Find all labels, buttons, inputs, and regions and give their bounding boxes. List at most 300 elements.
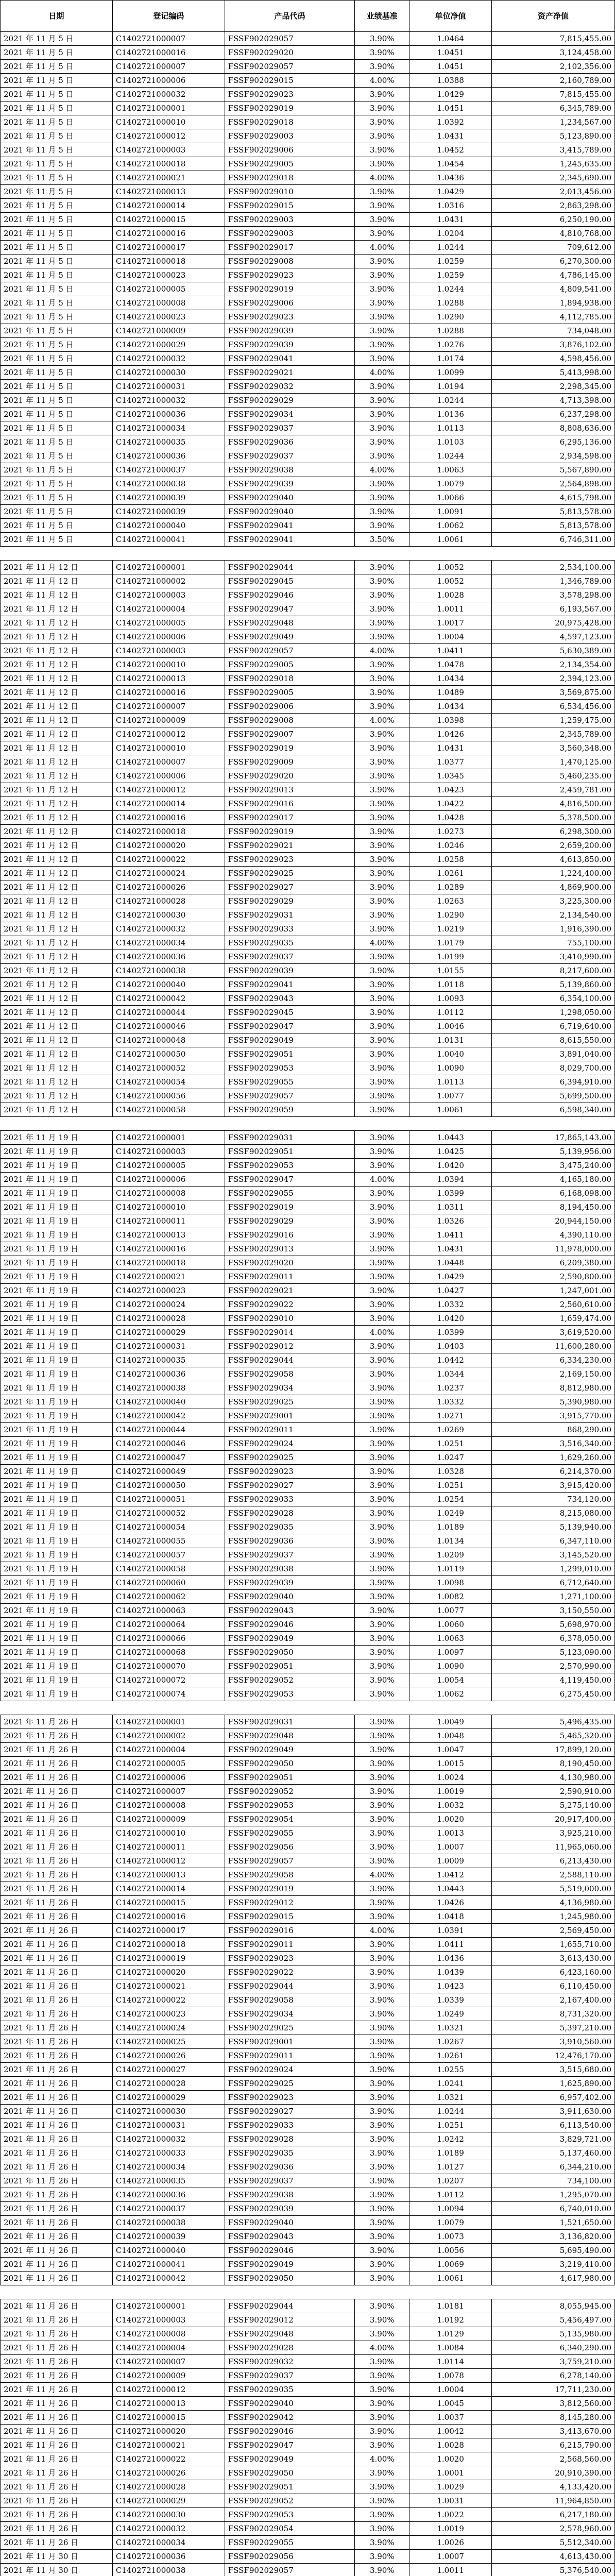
cell-date: 2021 年 11 月 5 日 [1, 129, 113, 143]
cell-assets: 3,569,875.00 [491, 686, 614, 700]
cell-nav: 1.0090 [409, 1659, 491, 1673]
cell-reg-code: C1402721000038 [112, 2216, 225, 2230]
cell-reg-code: C1402721000015 [112, 2411, 225, 2425]
cell-rate: 3.90% [355, 115, 409, 129]
cell-reg-code: C1402721000016 [112, 227, 225, 241]
cell-assets: 734,048.00 [491, 324, 614, 338]
cell-date: 2021 年 11 月 26 日 [1, 2077, 113, 2091]
cell-rate: 3.90% [355, 797, 409, 811]
cell-product-code: FSSF902029045 [225, 574, 354, 588]
cell-nav: 1.0079 [409, 2216, 491, 2230]
cell-product-code: FSSF902029049 [225, 2452, 354, 2466]
cell-nav: 1.0063 [409, 463, 491, 477]
cell-assets: 5,698,970.00 [491, 1618, 614, 1632]
cell-reg-code: C1402721000052 [112, 1506, 225, 1520]
cell-reg-code: C1402721000024 [112, 2021, 225, 2035]
cell-reg-code: C1402721000007 [112, 2355, 225, 2369]
cell-nav: 1.0049 [409, 1715, 491, 1729]
table-row [1, 2077, 615, 2091]
cell-product-code: FSSF902029006 [225, 296, 354, 310]
cell-nav: 1.0090 [409, 1061, 491, 1075]
cell-date: 2021 年 11 月 26 日 [1, 2383, 113, 2397]
cell-product-code: FSSF902029037 [225, 950, 354, 964]
cell-assets: 2,167,400.00 [491, 1993, 614, 2007]
table-row [1, 1409, 615, 1423]
table-row [1, 519, 615, 533]
cell-product-code: FSSF902029045 [225, 1006, 354, 1020]
cell-rate: 3.90% [355, 2202, 409, 2216]
cell-assets: 6,250,190.00 [491, 213, 614, 227]
cell-product-code: FSSF902029049 [225, 630, 354, 644]
cell-date: 2021 年 11 月 5 日 [1, 449, 113, 463]
cell-reg-code: C1402721000030 [112, 366, 225, 380]
cell-assets: 6,598,340.00 [491, 1103, 614, 1117]
cell-product-code: FSSF902029050 [225, 1757, 354, 1771]
cell-reg-code: C1402721000024 [112, 1298, 225, 1312]
cell-product-code: FSSF902029036 [225, 1534, 354, 1548]
cell-product-code: FSSF902029038 [225, 463, 354, 477]
cell-nav: 1.0031 [409, 2494, 491, 2508]
table-row [1, 2313, 615, 2327]
cell-assets: 20,917,400.00 [491, 1812, 614, 1826]
cell-product-code: FSSF902029031 [225, 1715, 354, 1729]
cell-nav: 1.0332 [409, 1298, 491, 1312]
cell-nav: 1.0079 [409, 477, 491, 491]
cell-product-code: FSSF902029046 [225, 1618, 354, 1632]
table-row [1, 1952, 615, 1965]
cell-assets: 6,354,100.00 [491, 992, 614, 1006]
cell-product-code: FSSF902029051 [225, 1659, 354, 1673]
cell-reg-code: C1402721000038 [112, 2564, 225, 2576]
table-row [1, 908, 615, 922]
cell-assets: 4,713,398.00 [491, 394, 614, 408]
cell-rate: 3.90% [355, 1256, 409, 1270]
cell-product-code: FSSF902029023 [225, 853, 354, 867]
cell-date: 2021 年 11 月 26 日 [1, 2355, 113, 2369]
cell-date: 2021 年 11 月 5 日 [1, 519, 113, 533]
cell-reg-code: C1402721000026 [112, 880, 225, 894]
cell-nav: 1.0155 [409, 964, 491, 978]
cell-rate: 3.90% [355, 2021, 409, 2035]
cell-rate: 3.90% [355, 2411, 409, 2425]
cell-rate: 3.90% [355, 922, 409, 936]
cell-assets: 2,934,598.00 [491, 449, 614, 463]
cell-product-code: FSSF902029031 [225, 908, 354, 922]
cell-product-code: FSSF902029029 [225, 894, 354, 908]
cell-reg-code: C1402721000014 [112, 797, 225, 811]
table-row [1, 2564, 615, 2576]
cell-date: 2021 年 11 月 26 日 [1, 2299, 113, 2313]
cell-date: 2021 年 11 月 26 日 [1, 2341, 113, 2355]
cell-rate: 3.90% [355, 1743, 409, 1757]
cell-assets: 5,460,235.00 [491, 769, 614, 783]
cell-assets: 1,299,010.00 [491, 1562, 614, 1576]
cell-rate: 3.90% [355, 60, 409, 74]
table-row [1, 894, 615, 908]
cell-product-code: FSSF902029025 [225, 2021, 354, 2035]
cell-reg-code: C1402721000010 [112, 115, 225, 129]
cell-assets: 5,512,340.00 [491, 2536, 614, 2550]
cell-product-code: FSSF902029024 [225, 1437, 354, 1451]
cell-nav: 1.0290 [409, 310, 491, 324]
cell-rate: 3.90% [355, 1562, 409, 1576]
cell-assets: 5,456,497.00 [491, 2313, 614, 2327]
cell-rate: 3.90% [355, 477, 409, 491]
cell-product-code: FSSF902029022 [225, 1298, 354, 1312]
cell-reg-code: C1402721000006 [112, 769, 225, 783]
cell-nav: 1.0007 [409, 1840, 491, 1854]
table-row [1, 769, 615, 783]
cell-date: 2021 年 11 月 26 日 [1, 1840, 113, 1854]
cell-product-code: FSSF902029028 [225, 1506, 354, 1520]
cell-nav: 1.0339 [409, 1993, 491, 2007]
cell-rate: 3.90% [355, 268, 409, 282]
cell-rate: 4.00% [355, 366, 409, 380]
table-row [1, 1506, 615, 1520]
cell-reg-code: C1402721000010 [112, 1200, 225, 1214]
cell-product-code: FSSF902029032 [225, 380, 354, 394]
cell-nav: 1.0001 [409, 2466, 491, 2480]
cell-date: 2021 年 11 月 5 日 [1, 408, 113, 421]
table-row [1, 1326, 615, 1340]
cell-reg-code: C1402721000003 [112, 1145, 225, 1159]
cell-reg-code: C1402721000036 [112, 449, 225, 463]
cell-rate: 3.90% [355, 449, 409, 463]
cell-date: 2021 年 11 月 19 日 [1, 1131, 113, 1145]
table-row [1, 1520, 615, 1534]
cell-rate: 3.90% [355, 1826, 409, 1840]
cell-product-code: FSSF902029058 [225, 1993, 354, 2007]
table-row [1, 616, 615, 630]
cell-date: 2021 年 11 月 26 日 [1, 1799, 113, 1812]
cell-date: 2021 年 11 月 26 日 [1, 1965, 113, 1979]
cell-product-code: FSSF902029057 [225, 644, 354, 658]
cell-nav: 1.0194 [409, 380, 491, 394]
cell-reg-code: C1402721000050 [112, 1047, 225, 1061]
cell-assets: 6,215,790.00 [491, 2438, 614, 2452]
cell-nav: 1.0056 [409, 2244, 491, 2258]
cell-assets: 1,470,125.00 [491, 755, 614, 769]
cell-rate: 3.90% [355, 1089, 409, 1103]
cell-date: 2021 年 11 月 5 日 [1, 101, 113, 115]
cell-nav: 1.0247 [409, 1451, 491, 1465]
cell-date: 2021 年 11 月 12 日 [1, 922, 113, 936]
cell-product-code: FSSF902029039 [225, 338, 354, 352]
cell-assets: 2,134,540.00 [491, 908, 614, 922]
cell-product-code: FSSF902029003 [225, 227, 354, 241]
table-row [1, 255, 615, 268]
cell-rate: 3.90% [355, 408, 409, 421]
cell-rate: 3.90% [355, 1437, 409, 1451]
table-row [1, 60, 615, 74]
table-row [1, 1242, 615, 1256]
cell-rate: 3.90% [355, 2466, 409, 2480]
table-row [1, 1020, 615, 1033]
cell-product-code: FSSF902029037 [225, 421, 354, 435]
table-row [1, 700, 615, 714]
cell-product-code: FSSF902029059 [225, 1103, 354, 1117]
cell-reg-code: C1402721000009 [112, 324, 225, 338]
cell-nav: 1.0392 [409, 115, 491, 129]
cell-nav: 1.0054 [409, 1673, 491, 1687]
cell-nav: 1.0244 [409, 241, 491, 255]
cell-rate: 3.90% [355, 1187, 409, 1200]
cell-product-code: FSSF902029005 [225, 157, 354, 171]
cell-reg-code: C1402721000005 [112, 1159, 225, 1173]
cell-rate: 3.90% [355, 199, 409, 213]
separator-cell [1, 1701, 615, 1715]
cell-product-code: FSSF902029035 [225, 1520, 354, 1534]
cell-product-code: FSSF902029047 [225, 602, 354, 616]
cell-rate: 4.00% [355, 2341, 409, 2355]
cell-product-code: FSSF902029056 [225, 1840, 354, 1854]
table-row [1, 2091, 615, 2105]
cell-product-code: FSSF902029027 [225, 2105, 354, 2119]
cell-nav: 1.0478 [409, 658, 491, 672]
cell-rate: 3.90% [355, 1381, 409, 1395]
cell-date: 2021 年 11 月 26 日 [1, 2522, 113, 2536]
cell-product-code: FSSF902029012 [225, 1896, 354, 1910]
cell-date: 2021 年 11 月 26 日 [1, 2313, 113, 2327]
cell-assets: 4,136,980.00 [491, 1896, 614, 1910]
cell-nav: 1.0060 [409, 1618, 491, 1632]
cell-product-code: FSSF902029034 [225, 2007, 354, 2021]
cell-assets: 3,829,721.00 [491, 2132, 614, 2146]
cell-date: 2021 年 11 月 26 日 [1, 2160, 113, 2174]
cell-reg-code: C1402721000049 [112, 1465, 225, 1479]
cell-date: 2021 年 11 月 19 日 [1, 1493, 113, 1506]
cell-date: 2021 年 11 月 5 日 [1, 268, 113, 282]
cell-product-code: FSSF902029057 [225, 1854, 354, 1868]
cell-product-code: FSSF902029033 [225, 922, 354, 936]
cell-rate: 3.90% [355, 1312, 409, 1326]
cell-date: 2021 年 11 月 5 日 [1, 394, 113, 408]
cell-assets: 5,376,540.00 [491, 2564, 614, 2576]
table-row [1, 394, 615, 408]
cell-nav: 1.0078 [409, 2369, 491, 2383]
cell-reg-code: C1402721000029 [112, 2091, 225, 2105]
cell-product-code: FSSF902029007 [225, 727, 354, 741]
cell-product-code: FSSF902029046 [225, 2425, 354, 2438]
cell-nav: 1.0244 [409, 2105, 491, 2119]
cell-rate: 3.90% [355, 741, 409, 755]
cell-rate: 3.90% [355, 1479, 409, 1493]
header-product-code: 产品代码 [225, 1, 354, 32]
cell-product-code: FSSF902029051 [225, 1047, 354, 1061]
cell-date: 2021 年 11 月 26 日 [1, 2452, 113, 2466]
cell-product-code: FSSF902029020 [225, 769, 354, 783]
cell-product-code: FSSF902029018 [225, 672, 354, 686]
cell-assets: 6,110,450.00 [491, 1979, 614, 1993]
cell-product-code: FSSF902029020 [225, 46, 354, 60]
cell-reg-code: C1402721000058 [112, 1562, 225, 1576]
cell-reg-code: C1402721000057 [112, 1548, 225, 1562]
cell-date: 2021 年 11 月 5 日 [1, 171, 113, 185]
cell-rate: 3.90% [355, 282, 409, 296]
table-row [1, 1493, 615, 1506]
cell-product-code: FSSF902029029 [225, 1214, 354, 1228]
table-row [1, 1868, 615, 1882]
cell-product-code: FSSF902029023 [225, 2091, 354, 2105]
cell-reg-code: C1402721000007 [112, 1785, 225, 1799]
table-row [1, 1534, 615, 1548]
cell-date: 2021 年 11 月 5 日 [1, 241, 113, 255]
cell-reg-code: C1402721000034 [112, 936, 225, 950]
cell-reg-code: C1402721000039 [112, 505, 225, 519]
cell-reg-code: C1402721000036 [112, 2550, 225, 2564]
cell-rate: 3.90% [355, 1353, 409, 1367]
cell-nav: 1.0052 [409, 574, 491, 588]
cell-rate: 4.00% [355, 171, 409, 185]
cell-date: 2021 年 11 月 19 日 [1, 1590, 113, 1604]
cell-product-code: FSSF902029011 [225, 2049, 354, 2063]
cell-date: 2021 年 11 月 26 日 [1, 2063, 113, 2077]
cell-date: 2021 年 11 月 5 日 [1, 380, 113, 394]
cell-assets: 3,225,300.00 [491, 894, 614, 908]
cell-reg-code: C1402721000018 [112, 1938, 225, 1952]
cell-rate: 3.90% [355, 2550, 409, 2564]
cell-reg-code: C1402721000047 [112, 1451, 225, 1465]
cell-nav: 1.0028 [409, 588, 491, 602]
table-row [1, 2369, 615, 2383]
cell-nav: 1.0098 [409, 1576, 491, 1590]
cell-nav: 1.0451 [409, 60, 491, 74]
cell-product-code: FSSF902029037 [225, 1548, 354, 1562]
cell-assets: 3,219,410.00 [491, 2258, 614, 2272]
cell-product-code: FSSF902029025 [225, 2077, 354, 2091]
cell-assets: 6,347,110.00 [491, 1534, 614, 1548]
cell-assets: 1,659,474.00 [491, 1312, 614, 1326]
cell-product-code: FSSF902029011 [225, 1270, 354, 1284]
cell-rate: 3.90% [355, 143, 409, 157]
cell-assets: 5,275,140.00 [491, 1799, 614, 1812]
cell-date: 2021 年 11 月 5 日 [1, 477, 113, 491]
cell-rate: 3.90% [355, 505, 409, 519]
cell-reg-code: C1402721000033 [112, 2146, 225, 2160]
cell-assets: 4,130,980.00 [491, 1771, 614, 1785]
cell-reg-code: C1402721000044 [112, 1423, 225, 1437]
cell-assets: 5,695,490.00 [491, 2244, 614, 2258]
cell-reg-code: C1402721000055 [112, 1534, 225, 1548]
cell-nav: 1.0422 [409, 797, 491, 811]
cell-nav: 1.0316 [409, 199, 491, 213]
cell-rate: 3.90% [355, 213, 409, 227]
cell-product-code: FSSF902029019 [225, 282, 354, 296]
cell-assets: 3,145,520.00 [491, 1548, 614, 1562]
cell-product-code: FSSF902029057 [225, 32, 354, 46]
cell-assets: 8,055,945.00 [491, 2299, 614, 2313]
cell-product-code: FSSF902029001 [225, 1409, 354, 1423]
cell-reg-code: C1402721000060 [112, 1576, 225, 1590]
cell-reg-code: C1402721000029 [112, 338, 225, 352]
cell-rate: 3.90% [355, 2258, 409, 2272]
cell-date: 2021 年 11 月 12 日 [1, 658, 113, 672]
cell-assets: 5,465,320.00 [491, 1729, 614, 1743]
cell-date: 2021 年 11 月 26 日 [1, 1743, 113, 1757]
table-row [1, 1173, 615, 1187]
cell-reg-code: C1402721000018 [112, 157, 225, 171]
cell-rate: 4.00% [355, 1868, 409, 1882]
cell-product-code: FSSF902029010 [225, 1312, 354, 1326]
cell-reg-code: C1402721000032 [112, 922, 225, 936]
cell-nav: 1.0199 [409, 950, 491, 964]
cell-reg-code: C1402721000039 [112, 491, 225, 505]
cell-assets: 5,813,578.00 [491, 505, 614, 519]
cell-product-code: FSSF902029057 [225, 1089, 354, 1103]
cell-reg-code: C1402721000003 [112, 143, 225, 157]
cell-rate: 3.90% [355, 88, 409, 101]
cell-date: 2021 年 11 月 19 日 [1, 1284, 113, 1298]
cell-rate: 3.90% [355, 185, 409, 199]
cell-nav: 1.0345 [409, 769, 491, 783]
cell-assets: 3,415,789.00 [491, 143, 614, 157]
table-row [1, 1451, 615, 1465]
cell-nav: 1.0246 [409, 839, 491, 853]
cell-rate: 3.90% [355, 2438, 409, 2452]
table-row [1, 1187, 615, 1200]
cell-assets: 4,869,900.00 [491, 880, 614, 894]
cell-assets: 8,145,280.00 [491, 2411, 614, 2425]
cell-assets: 5,139,940.00 [491, 1520, 614, 1534]
cell-product-code: FSSF902029013 [225, 783, 354, 797]
cell-date: 2021 年 11 月 12 日 [1, 686, 113, 700]
cell-product-code: FSSF902029044 [225, 2299, 354, 2313]
cell-assets: 5,378,500.00 [491, 811, 614, 825]
table-row [1, 936, 615, 950]
cell-reg-code: C1402721000030 [112, 2105, 225, 2119]
cell-product-code: FSSF902029012 [225, 2313, 354, 2327]
cell-reg-code: C1402721000066 [112, 1632, 225, 1646]
table-row [1, 408, 615, 421]
cell-rate: 3.90% [355, 255, 409, 268]
cell-reg-code: C1402721000016 [112, 1242, 225, 1256]
cell-assets: 755,100.00 [491, 936, 614, 950]
cell-nav: 1.0119 [409, 1562, 491, 1576]
cell-date: 2021 年 11 月 26 日 [1, 1993, 113, 2007]
cell-assets: 5,699,500.00 [491, 1089, 614, 1103]
cell-assets: 5,813,578.00 [491, 519, 614, 533]
cell-date: 2021 年 11 月 19 日 [1, 1187, 113, 1200]
cell-rate: 3.90% [355, 32, 409, 46]
cell-product-code: FSSF902029034 [225, 408, 354, 421]
cell-assets: 3,812,560.00 [491, 2397, 614, 2411]
cell-assets: 20,910,390.00 [491, 2466, 614, 2480]
cell-rate: 3.90% [355, 324, 409, 338]
table-row [1, 1965, 615, 1979]
cell-product-code: FSSF902029053 [225, 1687, 354, 1701]
cell-nav: 1.0431 [409, 129, 491, 143]
cell-product-code: FSSF902029041 [225, 533, 354, 547]
cell-product-code: FSSF902029043 [225, 2230, 354, 2244]
cell-reg-code: C1402721000012 [112, 129, 225, 143]
cell-product-code: FSSF902029051 [225, 1771, 354, 1785]
cell-rate: 3.90% [355, 2049, 409, 2063]
cell-product-code: FSSF902029052 [225, 1673, 354, 1687]
cell-nav: 1.0037 [409, 2411, 491, 2425]
cell-rate: 3.90% [355, 1799, 409, 1812]
cell-assets: 4,165,180.00 [491, 1173, 614, 1187]
table-row [1, 2035, 615, 2049]
cell-nav: 1.0032 [409, 1799, 491, 1812]
cell-reg-code: C1402721000012 [112, 2383, 225, 2397]
table-row [1, 714, 615, 727]
cell-rate: 3.90% [355, 1771, 409, 1785]
cell-product-code: FSSF902029011 [225, 1423, 354, 1437]
cell-date: 2021 年 11 月 26 日 [1, 1812, 113, 1826]
cell-reg-code: C1402721000008 [112, 296, 225, 310]
cell-date: 2021 年 11 月 26 日 [1, 1771, 113, 1785]
cell-assets: 6,209,380.00 [491, 1256, 614, 1270]
